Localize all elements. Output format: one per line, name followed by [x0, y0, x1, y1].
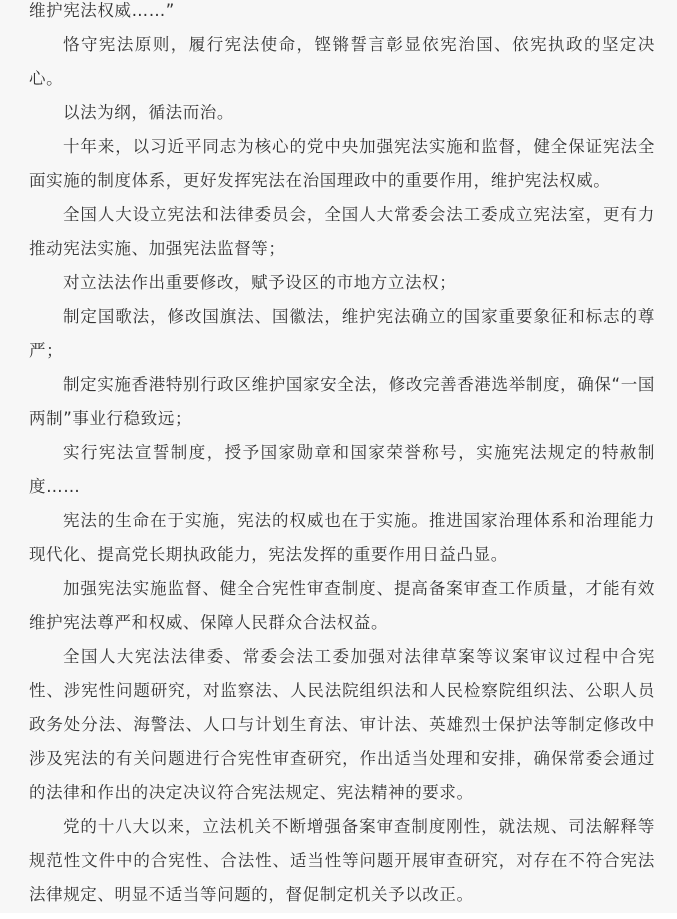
- paragraph: 加强宪法实施监督、健全合宪性审查制度、提高备案审查工作质量，才能有效维护宪法尊严和权威、保障人民群众合法权益。: [29, 579, 655, 632]
- paragraph: 制定实施香港特别行政区维护国家安全法，修改完善香港选举制度，确保“一国两制”事业行稳致远；: [29, 375, 655, 428]
- paragraph: 恪守宪法原则，履行宪法使命，铿锵誓言彰显依宪治国、依宪执政的坚定决心。: [29, 35, 655, 88]
- paragraph: 实行宪法宣誓制度，授予国家勋章和国家荣誉称号，实施宪法规定的特赦制度……: [29, 443, 655, 496]
- paragraph: 以法为纲，循法而治。: [63, 103, 234, 122]
- paragraph: 制定国歌法，修改国旗法、国徽法，维护宪法确立的国家重要象征和标志的尊严；: [29, 307, 655, 360]
- paragraph: 全国人大设立宪法和法律委员会，全国人大常委会法工委成立宪法室，更有力推动宪法实施、加强宪法监督等；: [29, 205, 655, 258]
- paragraph: 十年来，以习近平同志为核心的党中央加强宪法实施和监督，健全保证宪法全面实施的制度体系，更好发挥宪法在治国理政中的重要作用，维护宪法权威。: [29, 137, 655, 190]
- paragraph: 党的十八大以来，立法机关不断增强备案审查制度刚性，就法规、司法解释等规范性文件中的合宪性、合法性、适当性等问题开展审查研究，对存在不符合宪法法律规定、明显不适当等问题的，督促制定机关予以改正。: [29, 817, 655, 904]
- paragraph: 对立法法作出重要修改，赋予设区的市地方立法权；: [63, 273, 457, 292]
- paragraph-quote-tail: 维护宪法权威……”: [29, 1, 175, 20]
- paragraph: 全国人大宪法法律委、常委会法工委加强对法律草案等议案审议过程中合宪性、涉宪性问题研究，对监察法、人民法院组织法和人民检察院组织法、公职人员政务处分法、海警法、人口与计划生育法、审计法、英雄烈士保护法等制定修改中涉及宪法的有关问题进行合宪性审查研究，作出适当处理和安排，确保常委会通过的法律和作出的决定决议符合宪法规定、宪法精神的要求。: [29, 647, 655, 802]
- paragraph: 宪法的生命在于实施，宪法的权威也在于实施。推进国家治理体系和治理能力现代化、提高党长期执政能力，宪法发挥的重要作用日益凸显。: [29, 511, 655, 564]
